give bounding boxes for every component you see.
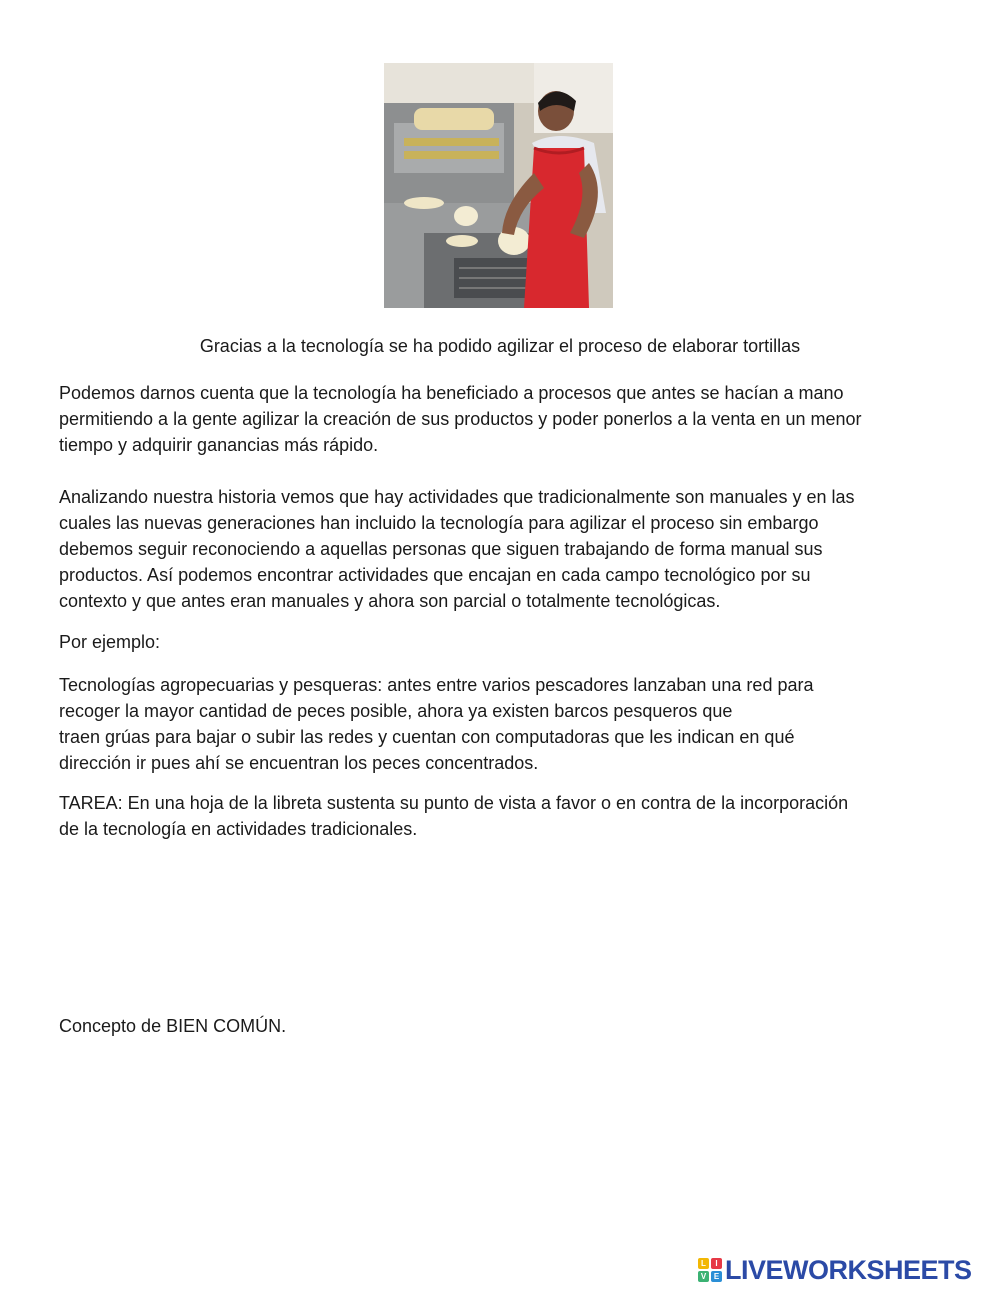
text-line: Tecnologías agropecuarias y pesqueras: antes entre varios pescadores lanzaban una red para bbox=[59, 675, 814, 695]
paragraph-homework bbox=[59, 790, 949, 842]
text-line: traen grúas para bajar o subir las redes y cuentan con computadoras que les indican en qué bbox=[59, 727, 795, 747]
text-line: Por ejemplo: bbox=[59, 632, 161, 652]
text-line: Concepto de BIEN COMÚN. bbox=[59, 1016, 287, 1036]
text-line: Podemos darnos cuenta que la tecnología ha beneficiado a procesos que antes se hacían a mano bbox=[59, 383, 844, 403]
logo-block: L bbox=[698, 1258, 709, 1269]
paragraph-example-intro bbox=[59, 629, 949, 655]
text-line: productos. Así podemos encontrar actividades que encajan en cada campo tecnológico por su bbox=[59, 565, 811, 585]
text-line: de la tecnología en actividades tradicionales. bbox=[59, 819, 418, 839]
logo-block: V bbox=[698, 1271, 709, 1282]
tortilla-photo-illustration bbox=[384, 63, 613, 308]
paragraph-fishing-example bbox=[59, 672, 949, 776]
liveworksheets-logo bbox=[698, 1256, 972, 1284]
text-line: debemos seguir reconociendo a aquellas personas que siguen trabajando de forma manual sus bbox=[59, 539, 823, 559]
text-line: permitiendo a la gente agilizar la creación de sus productos y poder ponerlos a la venta en un menor bbox=[59, 409, 862, 429]
logo-block: I bbox=[711, 1258, 722, 1269]
text-line: contexto y que antes eran manuales y ahora son parcial o totalmente tecnológicas. bbox=[59, 591, 721, 611]
logo-text: LIVEWORKSHEETS bbox=[725, 1254, 972, 1285]
paragraph-common-good bbox=[59, 1013, 949, 1039]
text-line: dirección ir pues ahí se encuentran los peces concentrados. bbox=[59, 753, 539, 773]
logo-blocks-icon bbox=[698, 1258, 722, 1282]
logo-block: E bbox=[711, 1271, 722, 1282]
text-line: Analizando nuestra historia vemos que hay actividades que tradicionalmente son manuales y en las bbox=[59, 487, 855, 507]
text-line: tiempo y adquirir ganancias más rápido. bbox=[59, 435, 379, 455]
tortilla-photo bbox=[384, 63, 613, 308]
photo-caption: Gracias a la tecnología se ha podido agilizar el proceso de elaborar tortillas bbox=[199, 336, 801, 356]
text-line: TAREA: En una hoja de la libreta sustenta su punto de vista a favor o en contra de la incorporación bbox=[59, 793, 849, 813]
paragraph-technology-benefits bbox=[59, 380, 949, 458]
text-line: cuales las nuevas generaciones han incluido la tecnología para agilizar el proceso sin embargo bbox=[59, 513, 819, 533]
text-line: recoger la mayor cantidad de peces posible, ahora ya existen barcos pesqueros que bbox=[59, 701, 733, 721]
paragraph-history-analysis bbox=[59, 484, 949, 614]
